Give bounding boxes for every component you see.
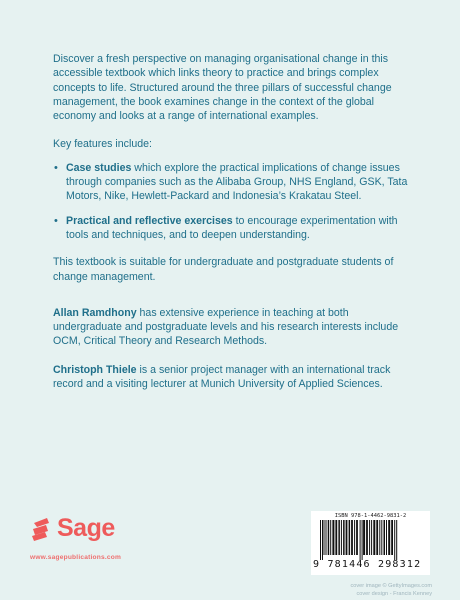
intro-paragraph: Discover a fresh perspective on managing organisational change in this accessible textbook which links theory to practice and brings complex concepts to life. Structured around the three pillars of successful change management, the book examines change in the context of the global economy and looks at a range of international examples. — [53, 53, 392, 123]
publisher-logo — [30, 512, 170, 552]
barcode-bar — [343, 520, 345, 555]
barcode-bar — [386, 520, 387, 555]
bullet-icon: • — [54, 161, 58, 174]
features-list — [53, 161, 413, 242]
barcode-bar — [371, 520, 372, 555]
feature-text: to encourage experimentation with tools and techniques, and to deepen understanding. — [66, 214, 398, 241]
feature-text: which explore the practical implications of change issues through companies such as the Alibaba Group, NHS England, GSK, Tata Motors, Nike, Hewlett-Packard and Indonesia’s Krakatau Steel. — [66, 161, 408, 203]
barcode-bar — [341, 520, 342, 555]
barcode-bar — [332, 520, 334, 555]
author-bio-text: has extensive experience in teaching at both undergraduate and postgraduate levels and his research interests include OCM, Critical Theory and Research Methods. — [53, 306, 399, 348]
publisher-url: www.sagepublications.com — [30, 554, 122, 561]
author-bio — [53, 363, 413, 392]
sage-s-icon — [30, 514, 52, 542]
barcode-bar — [326, 520, 327, 555]
barcode-bar — [349, 520, 351, 555]
barcode-bar — [391, 520, 393, 555]
barcode-bar — [338, 520, 340, 555]
barcode-bar — [322, 520, 323, 560]
blurb-text — [53, 52, 413, 405]
author-bio — [53, 306, 413, 349]
barcode-bar — [320, 520, 321, 560]
barcode-bar — [363, 520, 365, 555]
barcode-bar — [381, 520, 382, 555]
isbn-label: ISBN 978-1-4462-9831-2 — [334, 513, 407, 519]
isbn-barcode — [311, 511, 430, 575]
publisher-name: Sage — [57, 514, 115, 542]
barcode-bar — [324, 520, 325, 555]
feature-title: Case studies — [66, 161, 132, 174]
design-credit: cover design - Francis Kenney — [356, 590, 432, 597]
cover-credits — [350, 583, 432, 598]
barcode-bar — [328, 520, 330, 555]
barcode-bar — [362, 520, 363, 560]
barcode-bar — [360, 520, 361, 560]
barcode-bar — [351, 520, 353, 555]
barcode-bar — [379, 520, 380, 555]
barcode-bar — [373, 520, 375, 555]
author-name: Allan Ramdhony — [53, 306, 137, 319]
barcode-bar — [356, 520, 358, 555]
barcode-bar — [335, 520, 337, 555]
barcode-bar — [346, 520, 348, 555]
barcode-digits: 9 781446 298312 — [313, 559, 422, 570]
features-intro: Key features include: — [53, 138, 152, 151]
audience-paragraph: This textbook is suitable for undergraduate and postgraduate students of change management. — [53, 256, 394, 283]
barcode-bar — [330, 520, 331, 555]
feature-item — [53, 214, 413, 243]
barcode-bar — [366, 520, 368, 555]
barcode-bar — [369, 520, 370, 555]
barcode-bar — [394, 520, 395, 560]
barcode-bar — [376, 520, 378, 555]
feature-title: Practical and reflective exercises — [66, 214, 233, 227]
feature-item — [53, 161, 413, 204]
barcode-bars — [319, 520, 423, 560]
barcode-bar — [354, 520, 355, 555]
bullet-icon: • — [54, 214, 58, 227]
author-bio-text: is a senior project manager with an international track record and a visiting lecturer at Munich University of Applied Sciences. — [53, 363, 391, 391]
barcode-bar — [388, 520, 390, 555]
author-name: Christoph Thiele — [53, 363, 137, 376]
barcode-bar — [396, 520, 397, 560]
barcode-bar — [384, 520, 386, 555]
image-credit: cover image © GettyImages.com — [350, 583, 432, 589]
